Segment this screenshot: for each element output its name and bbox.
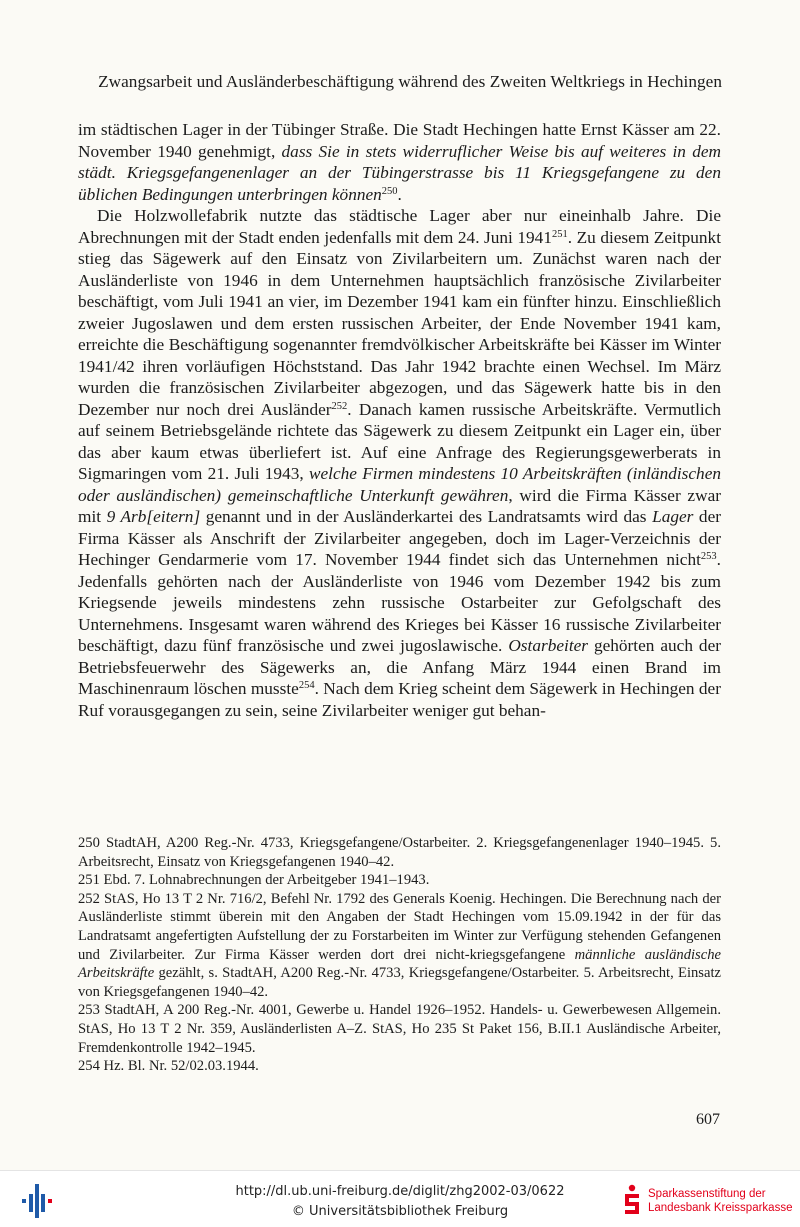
text: . Zu diesem Zeitpunkt stieg das Sägewerk auf den Einsatz von Zivilarbeitern um. Zunächst waren nach der Ausländerliste von 1946 in dem Unternehmen hauptsächlich französische Zivilarbeiter beschäftigt, vom Juli 1941 an vier, im Dezember 1941 kam ein fünfter hinzu. Einschließlich zweier Jugoslawen und dem ersten russischen Arbeiter, der Ende November 1941 kam, erreichte die Beschäftigung sogenannter fremdvölkischer Arbeitskräfte bei Kässer im Winter 1941/42 ihren vorläufigen Höchststand. Das Jahr 1942 brachte einen Wechsel. Im März wurden die französischen Zivilarbeiter abgezogen, und das Sägewerk hatte bis in den Dezember nur noch drei Ausländer	[78, 227, 721, 419]
text: 252 StAS, Ho 13 T 2 Nr. 716/2, Befehl Nr. 1792 des Generals Koenig. Hechingen. Die Berechnung nach der Ausländerliste stimmt überein mit den Angaben der Stadt Hechingen vom 15.09.1942 in der für das Landratsamt angefertigten Aufstellung der zu Forstarbeiten im Winter zur Verfügung stehenden Gefangenen und Zivilarbeiter. Zur Firma Kässer werden dort drei nicht-kriegsgefangene	[78, 890, 721, 963]
text: .	[397, 184, 402, 204]
footnote-ref[interactable]: 254	[298, 680, 315, 691]
text: der Firma Kässer als Anschrift der Zivilarbeiter angegeben, doch im Lager-Verzeichnis der Hechinger Gendarmerie vom 17. November 1944 findet sich das Unternehmen nicht	[78, 507, 721, 569]
footnotes	[78, 834, 721, 1076]
text: . Nach dem Krieg scheint dem Sägewerk in Hechingen der Ruf vorausgegangen zu sein, seine Zivilarbeiter weniger gut behan-	[78, 679, 721, 720]
footnote-ref[interactable]: 253	[700, 551, 717, 562]
text: , wird die Firma Kässer zwar mit	[78, 485, 721, 526]
footnote: 251 Ebd. 7. Lohnabrechnungen der Arbeitgeber 1941–1943.	[78, 872, 430, 889]
text: . Jedenfalls gehörten nach der Ausländerliste von 1946 vom Dezember 1942 bis zum Kriegsende jeweils mindestens zehn russische Ostarbeiter zur Gefolgschaft des Unternehmens. Insgesamt waren während des Krieges bei Kässer 16 russische Zivilarbeiter beschäftigt, dazu fünf französische und zwei jugoslawische.	[78, 550, 721, 655]
text: Die Holzwollefabrik nutzte das städtische Lager aber nur eineinhalb Jahre. Die Abrechnungen mit der Stadt enden jedenfalls mit dem 24. Juni 1941	[78, 206, 721, 247]
quote: männliche ausländische Arbeitskräfte	[78, 946, 721, 982]
copyright-notice: © Universitätsbibliothek Freiburg	[291, 1204, 509, 1219]
quote: 9 Arb[eitern]	[106, 507, 201, 526]
paragraph	[78, 205, 721, 721]
footnote-ref[interactable]: 250	[381, 185, 398, 197]
sponsor-line-2: Landesbank Kreissparkasse	[648, 1202, 793, 1214]
text: gehörten auch der Betriebsfeuerwehr des Sägewerks an, die Anfang März 1944 einen Brand im Maschinenraum löschen musste	[78, 636, 722, 698]
sparkasse-s-icon	[622, 1184, 642, 1218]
sponsor-name	[648, 1187, 792, 1215]
quote: dass Sie in stets widerruflicher Weise bis auf weiteres in dem städt. Kriegsgefangenenlager an der Tübingerstrasse bis 11 Kriegsgefangene zu den üblichen Bedingungen unterbringen können	[78, 141, 721, 204]
quote: welche Firmen mindestens 10 Arbeitskräften (inländischen oder ausländischen) gemeinschaftliche Unterkunft gewähren	[78, 464, 721, 505]
sponsor-line-1: Sparkassenstiftung der	[648, 1188, 766, 1200]
viewer-footer	[0, 1170, 800, 1227]
body-text	[78, 119, 721, 721]
footnote-ref[interactable]: 251	[551, 228, 568, 240]
running-head: Zwangsarbeit und Ausländerbeschäftigung während des Zweiten Weltkriegs in Hechingen	[98, 72, 722, 91]
footnote-ref[interactable]: 252	[331, 400, 348, 412]
quote: Ostarbeiter	[508, 636, 589, 655]
text: . Danach kamen russische Arbeitskräfte. Vermutlich auf seinem Betriebsgelände richtete das Sägewerk zu diesem Zeitpunkt ein Lager ein, über das aber kaum etwas überliefert ist. Auf eine Anfrage des Regierungsgewerberats in Sigmaringen vom 21. Juli 1943,	[78, 399, 721, 483]
sponsor-logo[interactable]	[622, 1181, 800, 1225]
document-url[interactable]: http://dl.ub.uni-freiburg.de/diglit/zhg2002-03/0622	[235, 1184, 565, 1199]
footnote: 250 StadtAH, A200 Reg.-Nr. 4733, Kriegsgefangene/Ostarbeiter. 2. Kriegsgefangenenlager 1940–1945. 5. Arbeitsrecht, Einsatz von Kriegsgefangenen 1940–42.	[78, 835, 721, 870]
quote: Lager	[652, 507, 694, 526]
text: gezählt, s. StadtAH, A200 Reg.-Nr. 4733, Kriegsgefangene/Ostarbeiter. 5. Arbeitsrecht, Einsatz von Kriegsgefangenen 1940–42.	[78, 965, 721, 1000]
text: genannt und in der Ausländerkartei des Landratsamts wird das	[200, 507, 653, 526]
page-number: 607	[696, 1111, 720, 1128]
text: im städtischen Lager in der Tübinger Straße. Die Stadt Hechingen hatte Ernst Kässer am 22. November 1940 genehmigt,	[78, 120, 721, 161]
paragraph	[78, 119, 721, 205]
footnote	[78, 890, 721, 1002]
footnote: 254 Hz. Bl. Nr. 52/02.03.1944.	[78, 1058, 259, 1075]
footnote: 253 StadtAH, A 200 Reg.-Nr. 4001, Gewerbe u. Handel 1926–1952. Handels- u. Gewerbewesen Allgemein. StAS, Ho 13 T 2 Nr. 359, Ausländerlisten A–Z. StAS, Ho 235 St Paket 156, B.II.1 Ausländische Arbeiter, Fremdenkontrolle 1942–1945.	[78, 1002, 721, 1056]
